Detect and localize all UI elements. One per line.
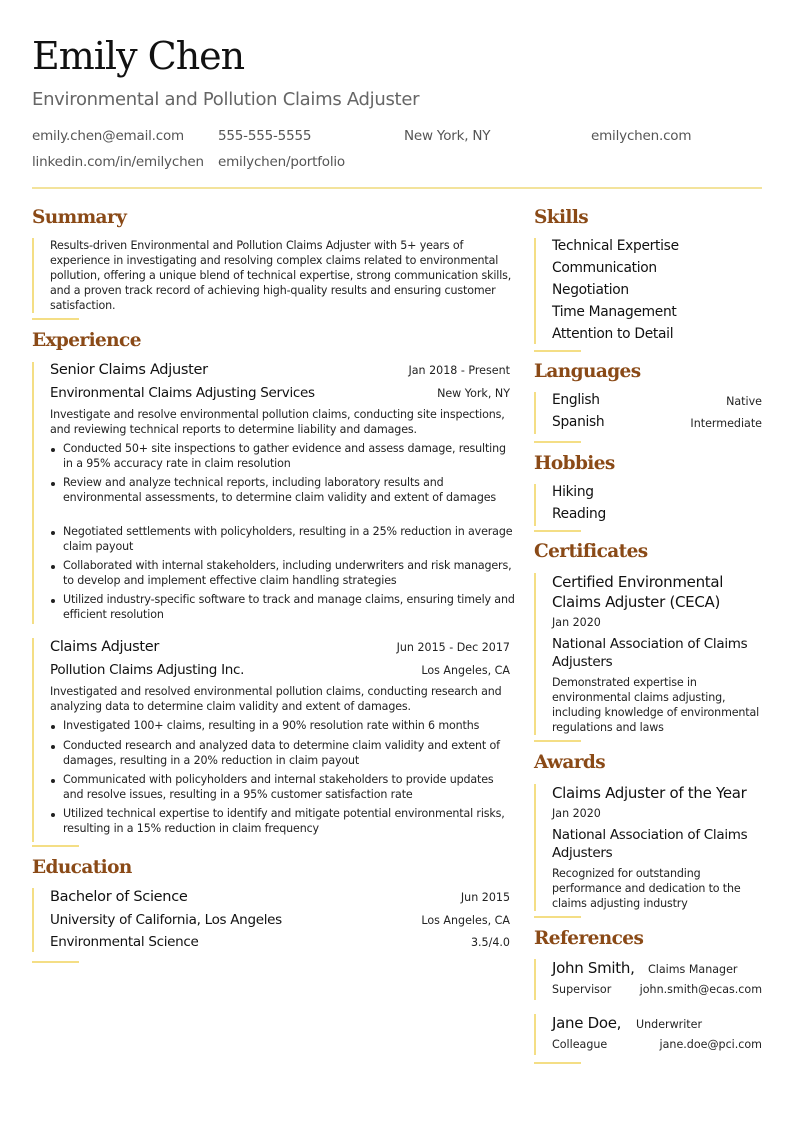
awards-rule bbox=[534, 784, 536, 911]
skill-item: Communication bbox=[552, 260, 657, 276]
hobbies-underline bbox=[534, 530, 581, 532]
reference-2-relation: Colleague bbox=[552, 1038, 608, 1051]
certificates-heading: Certificates bbox=[534, 541, 648, 562]
education-date: Jun 2015 bbox=[460, 891, 510, 904]
job-2-description: Investigated and resolved environmental pollution claims, conducting research and analyzing data to determine claim validity and extent of damages. bbox=[50, 685, 502, 713]
language-level: Native bbox=[726, 395, 762, 408]
job-2-rule bbox=[32, 638, 34, 842]
bullet-icon bbox=[51, 725, 55, 729]
award-org: National Association of Claims Adjusters bbox=[552, 827, 748, 861]
bullet-icon bbox=[51, 482, 55, 486]
references-underline bbox=[534, 1062, 581, 1064]
skill-item: Technical Expertise bbox=[552, 238, 679, 254]
summary-text: Results-driven Environmental and Pollution Claims Adjuster with 5+ years of experience in investigating and resolving complex claims related to environmental pollution, offering a unique blend of technical expertise, strong communication skills, and a proven track record of achieving high-quality results and ensuring customer satisfaction. bbox=[50, 239, 512, 312]
skills-underline bbox=[534, 350, 581, 352]
job-1-location: New York, NY bbox=[437, 387, 510, 400]
languages-heading: Languages bbox=[534, 361, 641, 382]
education-underline bbox=[32, 961, 79, 963]
experience-heading: Experience bbox=[32, 330, 141, 351]
bullet-icon bbox=[51, 813, 55, 817]
bullet-icon bbox=[51, 448, 55, 452]
job-1-rule bbox=[32, 362, 34, 624]
job-1-company: Environmental Claims Adjusting Services bbox=[50, 385, 315, 401]
job-2-bullet-4: Utilized technical expertise to identify and mitigate potential environmental risks, resulting in a 15% reduction in claim frequency bbox=[63, 807, 505, 835]
contact-email[interactable]: emily.chen@email.com bbox=[32, 128, 185, 144]
candidate-name: Emily Chen bbox=[32, 34, 245, 78]
header-divider bbox=[32, 187, 762, 189]
job-1-dates: Jan 2018 - Present bbox=[408, 364, 510, 377]
certificate-description: Demonstrated expertise in environmental claims adjusting, including knowledge of environmental regulations and laws bbox=[552, 676, 760, 734]
skill-item: Time Management bbox=[552, 304, 677, 320]
job-1-bullet-1: Conducted 50+ site inspections to gather evidence and assess damage, resulting in a 95% accuracy rate in claim resolution bbox=[63, 442, 506, 470]
award-name: Claims Adjuster of the Year bbox=[552, 784, 747, 802]
language-level: Intermediate bbox=[690, 417, 762, 430]
certificate-date: Jan 2020 bbox=[552, 616, 601, 629]
job-2-company: Pollution Claims Adjusting Inc. bbox=[50, 662, 245, 678]
candidate-role: Environmental and Pollution Claims Adjuster bbox=[32, 89, 420, 110]
reference-1-title: Claims Manager bbox=[648, 963, 738, 976]
experience-underline bbox=[32, 845, 79, 847]
job-1-description: Investigate and resolve environmental pollution claims, conducting site inspections, and reviewing technical reports to determine liability and damages. bbox=[50, 408, 505, 436]
contact-linkedin[interactable]: linkedin.com/in/emilychen bbox=[32, 154, 204, 170]
job-1-title: Senior Claims Adjuster bbox=[50, 362, 208, 378]
job-2-location: Los Angeles, CA bbox=[421, 664, 510, 677]
job-2-bullet-2: Conducted research and analyzed data to determine claim validity and extent of damages, resulting in a 20% reduction in claim payout bbox=[63, 739, 500, 767]
contact-website[interactable]: emilychen.com bbox=[591, 128, 692, 144]
bullet-icon bbox=[51, 745, 55, 749]
reference-1-relation: Supervisor bbox=[552, 983, 612, 996]
job-2-bullet-1: Investigated 100+ claims, resulting in a 90% resolution rate within 6 months bbox=[63, 719, 480, 732]
education-degree: Bachelor of Science bbox=[50, 889, 188, 905]
summary-rule bbox=[32, 238, 34, 313]
award-date: Jan 2020 bbox=[552, 807, 601, 820]
language-name: English bbox=[552, 392, 600, 408]
education-rule bbox=[32, 888, 34, 952]
education-school: University of California, Los Angeles bbox=[50, 912, 282, 928]
reference-1-name: John Smith, bbox=[552, 959, 635, 977]
certificates-rule bbox=[534, 573, 536, 735]
reference-2-title: Underwriter bbox=[636, 1018, 703, 1031]
summary-heading: Summary bbox=[32, 207, 127, 228]
hobby-item: Hiking bbox=[552, 484, 594, 500]
job-1-bullet-5: Utilized industry-specific software to track and manage claims, ensuring timely and efficient resolution bbox=[63, 593, 515, 621]
bullet-icon bbox=[51, 565, 55, 569]
awards-underline bbox=[534, 916, 581, 918]
contact-phone[interactable]: 555-555-5555 bbox=[218, 128, 312, 144]
reference-2-email[interactable]: jane.doe@pci.com bbox=[659, 1038, 762, 1051]
references-heading: References bbox=[534, 928, 644, 949]
job-2-title: Claims Adjuster bbox=[50, 639, 160, 655]
certificates-underline bbox=[534, 740, 581, 742]
skill-item: Negotiation bbox=[552, 282, 629, 298]
hobbies-rule bbox=[534, 484, 536, 526]
bullet-icon bbox=[51, 779, 55, 783]
hobby-item: Reading bbox=[552, 506, 606, 522]
hobbies-heading: Hobbies bbox=[534, 453, 615, 474]
job-1-bullet-3: Negotiated settlements with policyholders, resulting in a 25% reduction in average claim payout bbox=[63, 525, 513, 553]
languages-rule bbox=[534, 392, 536, 434]
reference-2-name: Jane Doe, bbox=[552, 1014, 622, 1032]
reference-2-rule bbox=[534, 1014, 536, 1055]
skills-heading: Skills bbox=[534, 207, 589, 228]
summary-underline bbox=[32, 318, 79, 320]
contact-portfolio[interactable]: emilychen/portfolio bbox=[218, 154, 345, 170]
contact-location: New York, NY bbox=[404, 128, 491, 144]
education-gpa: 3.5/4.0 bbox=[470, 936, 510, 949]
skill-item: Attention to Detail bbox=[552, 326, 674, 342]
job-2-bullet-3: Communicated with policyholders and internal stakeholders to provide updates and resolve issues, resulting in a 95% customer satisfaction rate bbox=[63, 773, 494, 801]
education-heading: Education bbox=[32, 857, 132, 878]
reference-1-rule bbox=[534, 959, 536, 1000]
skills-rule bbox=[534, 238, 536, 344]
education-field: Environmental Science bbox=[50, 934, 199, 950]
job-1-bullet-2: Review and analyze technical reports, including laboratory results and environmental assessments, to determine claim validity and extent of damages bbox=[63, 476, 497, 504]
job-1-bullet-4: Collaborated with internal stakeholders, including underwriters and risk managers, to develop and implement effective claim handling strategies bbox=[63, 559, 512, 587]
education-location: Los Angeles, CA bbox=[421, 914, 510, 927]
language-name: Spanish bbox=[552, 414, 605, 430]
bullet-icon bbox=[51, 599, 55, 603]
award-description: Recognized for outstanding performance and dedication to the claims adjusting industry bbox=[552, 867, 741, 910]
certificate-org: National Association of Claims Adjusters bbox=[552, 636, 748, 670]
languages-underline bbox=[534, 441, 581, 443]
awards-heading: Awards bbox=[534, 752, 606, 773]
reference-1-email[interactable]: john.smith@ecas.com bbox=[639, 983, 762, 996]
bullet-icon bbox=[51, 531, 55, 535]
job-2-dates: Jun 2015 - Dec 2017 bbox=[396, 641, 510, 654]
certificate-name: Certified Environmental Claims Adjuster (CECA) bbox=[552, 573, 724, 611]
